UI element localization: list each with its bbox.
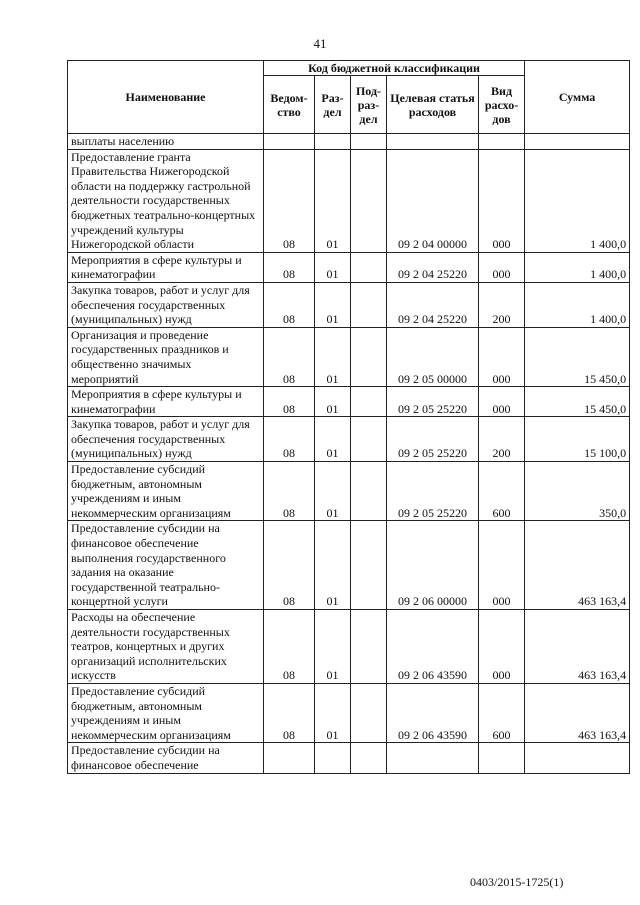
- row-section: [315, 743, 351, 773]
- row-subsection: [351, 417, 387, 462]
- row-subsection: [351, 134, 387, 150]
- page-number: 41: [313, 36, 327, 51]
- row-target: 09 2 05 00000: [387, 327, 479, 386]
- row-expense-type: 200: [479, 282, 525, 327]
- table-row: [68, 462, 630, 521]
- row-sum: 350,0: [525, 462, 630, 521]
- row-name: Организация и проведение государственных праздников и общественно значимых мероприятий: [68, 327, 264, 386]
- row-department: 08: [264, 252, 315, 282]
- row-expense-type: 000: [479, 387, 525, 417]
- row-section: 01: [315, 521, 351, 610]
- row-section: [315, 134, 351, 150]
- header-section: Раз-дел: [315, 76, 351, 134]
- row-sum: [525, 743, 630, 773]
- row-target: 09 2 06 43590: [387, 610, 479, 684]
- row-expense-type: 000: [479, 610, 525, 684]
- row-expense-type: 600: [479, 462, 525, 521]
- row-target: 09 2 04 25220: [387, 282, 479, 327]
- row-section: 01: [315, 149, 351, 252]
- row-expense-type: 000: [479, 521, 525, 610]
- row-name: Мероприятия в сфере культуры и кинематографии: [68, 252, 264, 282]
- row-name: Мероприятия в сфере культуры и кинематографии: [68, 387, 264, 417]
- row-subsection: [351, 282, 387, 327]
- row-department: 08: [264, 387, 315, 417]
- table-row: [68, 252, 630, 282]
- row-expense-type: 600: [479, 683, 525, 742]
- row-section: 01: [315, 417, 351, 462]
- row-department: 08: [264, 462, 315, 521]
- row-target: 09 2 04 00000: [387, 149, 479, 252]
- header-classification-group: Код бюджетной классификации: [264, 61, 525, 76]
- row-section: 01: [315, 462, 351, 521]
- row-subsection: [351, 387, 387, 417]
- row-sum: 463 163,4: [525, 521, 630, 610]
- row-name: Расходы на обеспечение деятельности государственных театров, концертных и других организаций исполнительских искусств: [68, 610, 264, 684]
- row-section: 01: [315, 610, 351, 684]
- row-expense-type: 000: [479, 149, 525, 252]
- row-target: 09 2 05 25220: [387, 462, 479, 521]
- row-sum: 15 450,0: [525, 387, 630, 417]
- header-department: Ведом-ство: [264, 76, 315, 134]
- row-department: 08: [264, 683, 315, 742]
- row-name: Предоставление субсидий бюджетным, автономным учреждениям и иным некоммерческим организациям: [68, 462, 264, 521]
- row-department: [264, 743, 315, 773]
- row-sum: [525, 134, 630, 150]
- row-expense-type: 200: [479, 417, 525, 462]
- table-row: [68, 521, 630, 610]
- row-sum: 1 400,0: [525, 282, 630, 327]
- table-row: [68, 417, 630, 462]
- row-name: Закупка товаров, работ и услуг для обеспечения государственных (муниципальных) нужд: [68, 417, 264, 462]
- table-row: [68, 327, 630, 386]
- table-row: [68, 387, 630, 417]
- row-target: 09 2 04 25220: [387, 252, 479, 282]
- header-target: Целевая статья расходов: [387, 76, 479, 134]
- table-row: [68, 134, 630, 150]
- row-sum: 463 163,4: [525, 683, 630, 742]
- table-body: [68, 134, 630, 774]
- table-row: [68, 149, 630, 252]
- row-target: 09 2 06 00000: [387, 521, 479, 610]
- header-name: Наименование: [68, 61, 264, 134]
- row-department: 08: [264, 521, 315, 610]
- header-expense-type: Вид расхо-дов: [479, 76, 525, 134]
- row-subsection: [351, 521, 387, 610]
- row-sum: 15 450,0: [525, 327, 630, 386]
- row-subsection: [351, 462, 387, 521]
- row-section: 01: [315, 252, 351, 282]
- row-department: 08: [264, 417, 315, 462]
- row-name: Предоставление субсидий бюджетным, автономным учреждениям и иным некоммерческим организациям: [68, 683, 264, 742]
- row-subsection: [351, 149, 387, 252]
- row-subsection: [351, 327, 387, 386]
- row-name: Предоставление субсидии на финансовое обеспечение: [68, 743, 264, 773]
- row-department: [264, 134, 315, 150]
- header-sum: Сумма: [525, 61, 630, 134]
- budget-table: [67, 60, 630, 774]
- row-name: выплаты населению: [68, 134, 264, 150]
- table-row: [68, 743, 630, 773]
- row-department: 08: [264, 282, 315, 327]
- row-target: 09 2 05 25220: [387, 387, 479, 417]
- row-subsection: [351, 252, 387, 282]
- row-expense-type: 000: [479, 327, 525, 386]
- table-row: [68, 282, 630, 327]
- row-section: 01: [315, 327, 351, 386]
- header-subsection: Под-раз-дел: [351, 76, 387, 134]
- row-sum: 15 100,0: [525, 417, 630, 462]
- row-target: [387, 743, 479, 773]
- row-name: Предоставление субсидии на финансовое обеспечение выполнения государственного задания на оказание государственной театрально-концертной услуги: [68, 521, 264, 610]
- row-subsection: [351, 610, 387, 684]
- row-name: Предоставление гранта Правительства Нижегородской области на поддержку гастрольной деятельности государственных бюджетных театрально-концертных учреждений культуры Нижегородской области: [68, 149, 264, 252]
- row-subsection: [351, 743, 387, 773]
- row-target: 09 2 06 43590: [387, 683, 479, 742]
- row-expense-type: [479, 134, 525, 150]
- row-section: 01: [315, 282, 351, 327]
- row-expense-type: [479, 743, 525, 773]
- row-section: 01: [315, 387, 351, 417]
- row-department: 08: [264, 610, 315, 684]
- row-section: 01: [315, 683, 351, 742]
- row-target: [387, 134, 479, 150]
- row-sum: 463 163,4: [525, 610, 630, 684]
- table-row: [68, 610, 630, 684]
- row-department: 08: [264, 327, 315, 386]
- row-department: 08: [264, 149, 315, 252]
- row-target: 09 2 05 25220: [387, 417, 479, 462]
- row-sum: 1 400,0: [525, 252, 630, 282]
- table-row: [68, 683, 630, 742]
- row-sum: 1 400,0: [525, 149, 630, 252]
- row-expense-type: 000: [479, 252, 525, 282]
- row-name: Закупка товаров, работ и услуг для обеспечения государственных (муниципальных) нужд: [68, 282, 264, 327]
- document-code: 0403/2015-1725(1): [470, 875, 564, 889]
- row-subsection: [351, 683, 387, 742]
